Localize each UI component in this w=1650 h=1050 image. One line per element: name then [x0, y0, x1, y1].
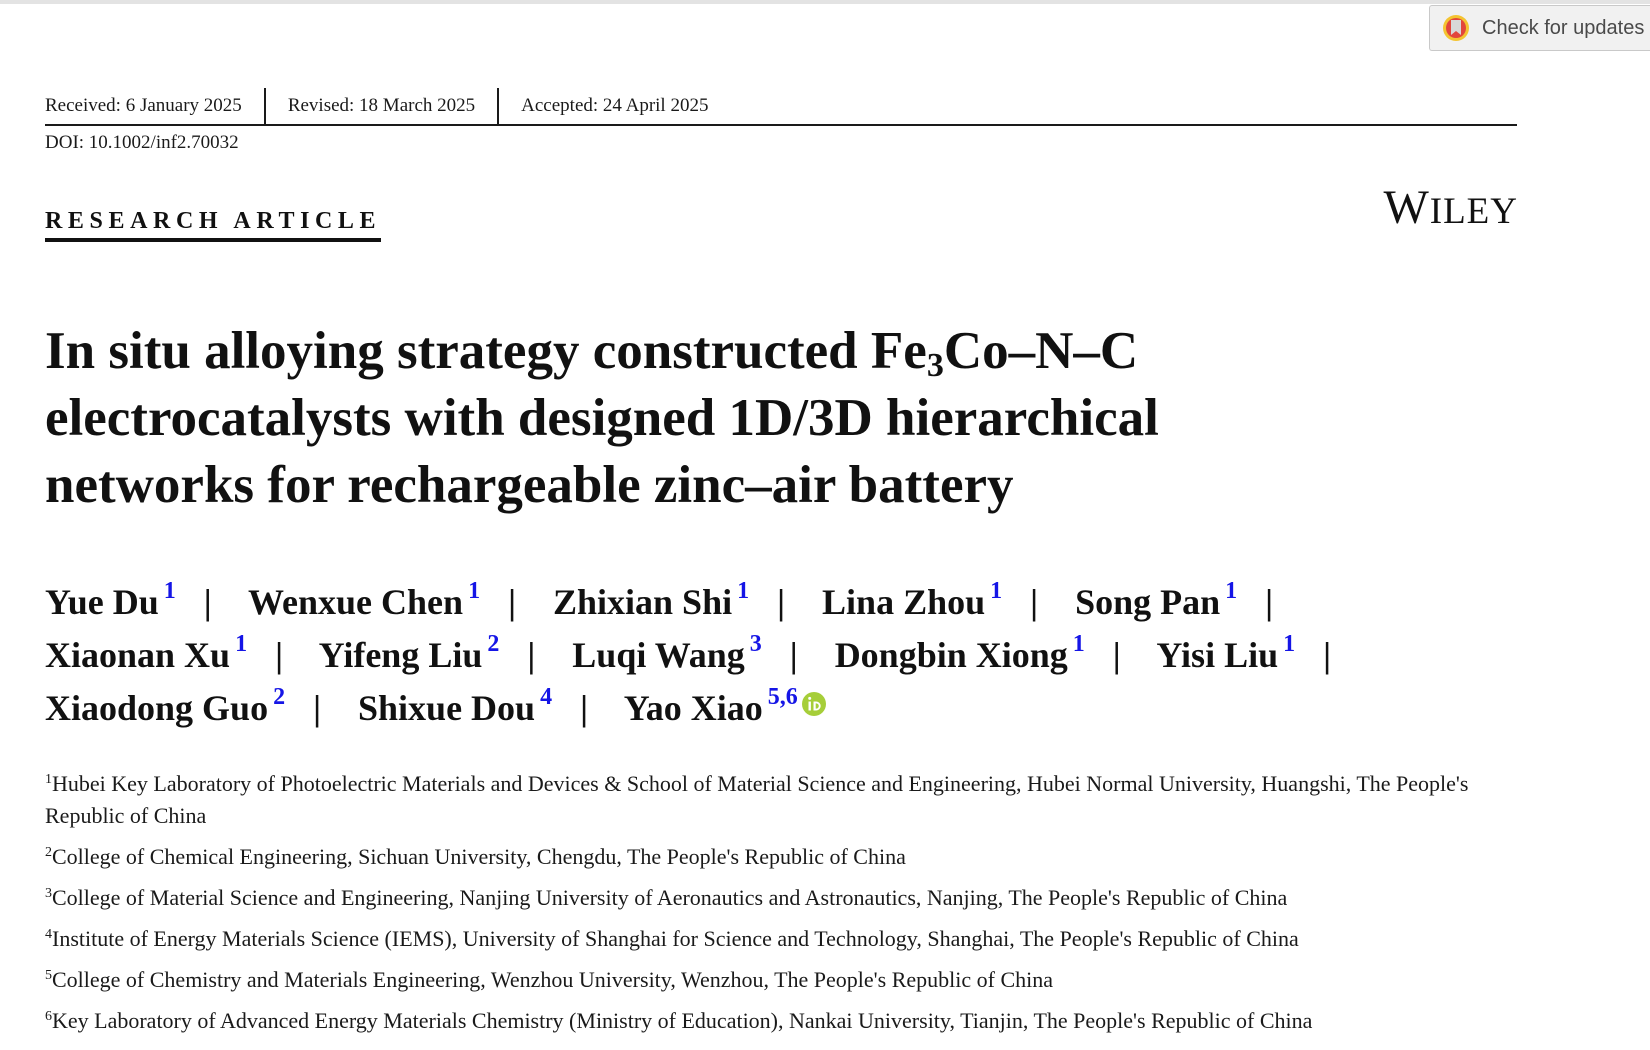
- author-name[interactable]: Dongbin Xiong: [834, 635, 1068, 675]
- affiliation-number: 2: [45, 845, 52, 860]
- top-border: [0, 0, 1650, 4]
- affiliation-item: [45, 768, 1505, 832]
- author-separator: |: [508, 582, 516, 622]
- author[interactable]: [248, 578, 481, 622]
- author-name[interactable]: Yue Du: [45, 582, 159, 622]
- check-for-updates-button[interactable]: [1429, 5, 1650, 51]
- author-affiliation-link[interactable]: 5,6: [767, 684, 798, 710]
- title-part-1: In situ alloying strategy constructed Fe: [45, 322, 927, 380]
- author-affiliation-link[interactable]: 2: [273, 684, 286, 710]
- author-affiliation-link[interactable]: 1: [737, 578, 750, 604]
- author[interactable]: [45, 631, 248, 675]
- affiliation-item: [45, 964, 1505, 996]
- received-date: Received: 6 January 2025: [45, 95, 242, 116]
- author-separator: |: [789, 635, 798, 675]
- affiliation-text: College of Chemical Engineering, Sichuan University, Chengdu, The People's Republic of China: [52, 844, 906, 869]
- article-title: [45, 318, 1365, 519]
- author-name[interactable]: Yifeng Liu: [318, 635, 483, 675]
- author[interactable]: [45, 684, 286, 728]
- author-separator: |: [777, 582, 786, 622]
- check-for-updates-label: Check for updates: [1482, 16, 1645, 39]
- affiliation-text: Institute of Energy Materials Science (IEMS), University of Shanghai for Science and Technology, Shanghai, The People's Republic of China: [52, 926, 1299, 951]
- author[interactable]: [1156, 631, 1296, 675]
- author[interactable]: [834, 631, 1085, 675]
- author-affiliation-link[interactable]: 1: [163, 578, 176, 604]
- author[interactable]: [553, 578, 750, 622]
- affiliation-number: 3: [45, 886, 52, 901]
- author-name[interactable]: Xiaodong Guo: [45, 688, 269, 728]
- author[interactable]: [358, 684, 553, 728]
- accepted-date: Accepted: 24 April 2025: [521, 95, 709, 116]
- crossmark-icon: [1442, 14, 1470, 42]
- author-affiliation-link[interactable]: 1: [990, 578, 1003, 604]
- author-name[interactable]: Zhixian Shi: [553, 582, 733, 622]
- affiliation-list: [45, 768, 1505, 1046]
- author-affiliation-link[interactable]: 3: [749, 631, 762, 657]
- author-affiliation-link[interactable]: 1: [235, 631, 248, 657]
- author-separator: |: [1265, 582, 1274, 622]
- author-separator: |: [313, 688, 322, 728]
- author-name[interactable]: Xiaonan Xu: [45, 635, 231, 675]
- title-subscript: 3: [926, 347, 944, 384]
- affiliation-number: 6: [45, 1009, 52, 1024]
- affiliation-item: [45, 841, 1505, 873]
- author-name[interactable]: Luqi Wang: [572, 635, 745, 675]
- author-list: [45, 576, 1475, 735]
- date-divider: [497, 88, 499, 124]
- affiliation-number: 1: [45, 772, 52, 787]
- author-name[interactable]: Shixue Dou: [358, 688, 536, 728]
- author-affiliation-link[interactable]: 1: [1283, 631, 1296, 657]
- author[interactable]: [822, 578, 1003, 622]
- affiliation-text: College of Chemistry and Materials Engineering, Wenzhou University, Wenzhou, The People's Republic of China: [52, 967, 1054, 992]
- author-affiliation-link[interactable]: 2: [487, 631, 500, 657]
- affiliation-item: [45, 923, 1505, 955]
- author-name[interactable]: Wenxue Chen: [248, 582, 464, 622]
- author[interactable]: [1075, 578, 1238, 622]
- affiliation-text: College of Material Science and Engineering, Nanjing University of Aeronautics and Astronautics, Nanjing, The People's Republic of China: [52, 885, 1288, 910]
- article-dates: [45, 88, 1517, 126]
- author-separator: |: [580, 688, 589, 728]
- title-part-2: Co–N–C electrocatalysts with designed 1D/3D hierarchical networks for rechargeable zinc–air battery: [45, 322, 1159, 514]
- author-separator: |: [203, 582, 212, 622]
- author-name[interactable]: Yisi Liu: [1156, 635, 1279, 675]
- author[interactable]: [318, 631, 500, 675]
- author-affiliation-link[interactable]: 1: [1072, 631, 1085, 657]
- author-separator: |: [1112, 635, 1121, 675]
- author[interactable]: [572, 631, 762, 675]
- revised-date: Revised: 18 March 2025: [287, 95, 476, 116]
- author[interactable]: [623, 684, 827, 728]
- date-divider: [264, 88, 266, 124]
- author[interactable]: [45, 578, 176, 622]
- author-name[interactable]: Lina Zhou: [822, 582, 986, 622]
- affiliation-text: Key Laboratory of Advanced Energy Materials Chemistry (Ministry of Education), Nankai University, Tianjin, The People's Republic of China: [52, 1008, 1313, 1033]
- author-separator: |: [1030, 582, 1039, 622]
- affiliation-item: [45, 1005, 1505, 1037]
- article-type-heading: RESEARCH ARTICLE: [45, 208, 381, 242]
- author-affiliation-link[interactable]: 4: [540, 684, 553, 710]
- author-affiliation-link[interactable]: 1: [1225, 578, 1238, 604]
- doi: DOI: 10.1002/inf2.70032: [45, 132, 239, 153]
- publisher-logo: [1383, 180, 1518, 235]
- affiliation-number: 5: [45, 968, 52, 983]
- author-name[interactable]: Yao Xiao: [623, 688, 763, 728]
- author-affiliation-link[interactable]: 1: [468, 578, 481, 604]
- orcid-icon[interactable]: [801, 691, 827, 717]
- affiliation-number: 4: [45, 927, 52, 942]
- publisher-logo-rest: ILEY: [1429, 191, 1518, 232]
- affiliation-text: Hubei Key Laboratory of Photoelectric Materials and Devices & School of Material Science and Engineering, Hubei Normal University, Huangshi, The People's Republic of China: [45, 771, 1469, 828]
- author-name[interactable]: Song Pan: [1075, 582, 1221, 622]
- author-separator: |: [275, 635, 283, 675]
- affiliation-item: [45, 882, 1505, 914]
- publisher-logo-initial: W: [1383, 181, 1430, 234]
- author-separator: |: [1323, 635, 1332, 675]
- author-separator: |: [527, 635, 536, 675]
